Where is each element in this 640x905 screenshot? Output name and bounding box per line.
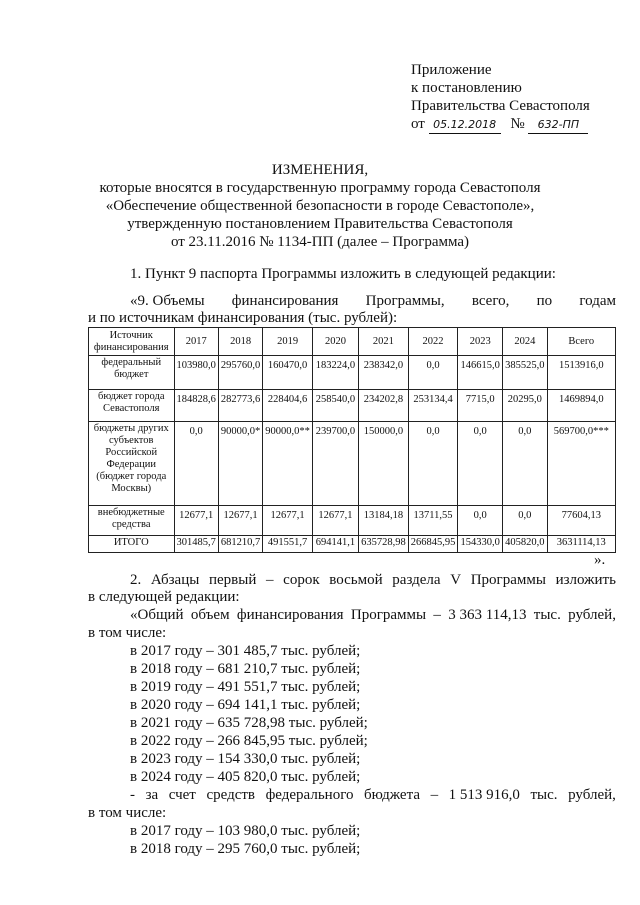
table-row	[89, 356, 616, 390]
i2-word: V	[450, 572, 462, 588]
table-cell: 7715,0	[458, 390, 503, 422]
header-cell: 2020	[312, 328, 358, 356]
appendix-date-line	[411, 116, 588, 134]
table-cell: 12677,1	[218, 506, 262, 536]
table-cell: 12677,1	[174, 506, 218, 536]
table-cell: 154330,0	[458, 536, 503, 553]
header-cell: 2018	[218, 328, 262, 356]
table-cell: 635728,98	[359, 536, 409, 553]
table-cell: 0,0	[174, 422, 218, 506]
table-cell: 13184,18	[359, 506, 409, 536]
i2-word: сорок	[283, 572, 320, 588]
table-row	[89, 422, 616, 506]
table-cell: 681210,7	[218, 536, 262, 553]
year-line: в 2017 году – 301 485,7 тыс. рублей;	[130, 643, 361, 659]
table-cell: 90000,0*	[218, 422, 262, 506]
table-cell: 295760,0	[218, 356, 262, 390]
header-cell: 2022	[408, 328, 458, 356]
quote-closing: ».	[594, 552, 606, 568]
title-line-2: «Обеспечение общественной безопасности в городе Севастополе»,	[105, 198, 535, 214]
year-line: в 2023 году – 154 330,0 тыс. рублей;	[130, 751, 361, 767]
table-cell: 282773,6	[218, 390, 262, 422]
table-cell: 258540,0	[312, 390, 358, 422]
year-line: в 2021 году – 635 728,98 тыс. рублей;	[130, 715, 368, 731]
header-cell: 2023	[458, 328, 503, 356]
table-cell: 238342,0	[359, 356, 409, 390]
table-cell: 239700,0	[312, 422, 358, 506]
financing-table	[88, 327, 616, 553]
total-word: рублей,	[568, 607, 616, 623]
year-line: в 2019 году – 491 551,7 тыс. рублей;	[130, 679, 361, 695]
item1-text: 1. Пункт 9 паспорта Программы изложить в следующей редакции:	[130, 266, 556, 282]
federal-line	[130, 787, 616, 804]
table-cell: 103980,0	[174, 356, 218, 390]
q-word-5: годам	[579, 293, 616, 309]
appendix-line-3: Правительства Севастополя	[411, 98, 590, 114]
title-line-3: утвержденную постановлением Правительства Севастополя	[127, 216, 513, 232]
header-cell: 2017	[174, 328, 218, 356]
total-word: 3 363 114,13	[448, 607, 527, 623]
row-source: федеральный бюджет	[89, 356, 175, 390]
date-value: 05.12.2018	[429, 116, 501, 134]
fed-word: бюджета	[364, 787, 420, 803]
table-cell: 3631114,13	[547, 536, 615, 553]
table-cell: 146615,0	[458, 356, 503, 390]
federal-year-line: в 2017 году – 103 980,0 тыс. рублей;	[130, 823, 361, 839]
i2-word: –	[266, 572, 274, 588]
number-prefix: №	[510, 116, 525, 132]
fed-word: -	[130, 787, 135, 803]
header-cell: 2019	[263, 328, 313, 356]
total-line	[130, 607, 616, 624]
fed-word: за	[145, 787, 159, 803]
row-source: ИТОГО	[89, 536, 175, 553]
fed-word: федерального	[265, 787, 354, 803]
i2-word: первый	[208, 572, 257, 588]
header-cell: Всего	[547, 328, 615, 356]
q-word-3: всего,	[471, 293, 510, 309]
table-cell: 0,0	[458, 506, 503, 536]
table-cell: 183224,0	[312, 356, 358, 390]
table-cell: 385525,0	[503, 356, 547, 390]
fed-word: рублей,	[568, 787, 616, 803]
table-cell: 228404,6	[263, 390, 313, 422]
table-cell: 90000,0**	[263, 422, 313, 506]
table-cell: 234202,8	[359, 390, 409, 422]
appendix-line-2: к постановлению	[411, 80, 522, 96]
i2-word: изложить	[555, 572, 616, 588]
table-cell: 160470,0	[263, 356, 313, 390]
table-cell: 694141,1	[312, 536, 358, 553]
fed-word: средств	[206, 787, 255, 803]
table-cell: 405820,0	[503, 536, 547, 553]
total-word: финансирования	[236, 607, 344, 623]
total-word: Программы	[350, 607, 427, 623]
table-cell: 0,0	[503, 422, 547, 506]
table-cell: 0,0	[408, 422, 458, 506]
fed-word: тыс.	[530, 787, 558, 803]
table-cell: 0,0	[458, 422, 503, 506]
total-word: «Общий	[130, 607, 184, 623]
table-cell: 491551,7	[263, 536, 313, 553]
q-word-4: по	[536, 293, 553, 309]
total-word: объем	[190, 607, 230, 623]
table-cell: 1513916,0	[547, 356, 615, 390]
item1-quote-line-2: и по источникам финансирования (тыс. рублей):	[88, 310, 398, 326]
table-cell: 150000,0	[359, 422, 409, 506]
i2-word: Программы	[470, 572, 546, 588]
table-row	[89, 390, 616, 422]
table-row	[89, 506, 616, 536]
row-source: бюджет города Севастополя	[89, 390, 175, 422]
table-cell: 0,0	[503, 506, 547, 536]
federal-year-line: в 2018 году – 295 760,0 тыс. рублей;	[130, 841, 361, 857]
item2-line-1	[130, 572, 616, 589]
year-line: в 2018 году – 681 210,7 тыс. рублей;	[130, 661, 361, 677]
table-cell: 184828,6	[174, 390, 218, 422]
i2-word: 2.	[130, 572, 142, 588]
table-cell: 13711,55	[408, 506, 458, 536]
table-cell: 301485,7	[174, 536, 218, 553]
year-line: в 2024 году – 405 820,0 тыс. рублей;	[130, 769, 361, 785]
date-prefix: от	[411, 116, 425, 132]
table-cell: 12677,1	[263, 506, 313, 536]
i2-word: Абзацы	[150, 572, 200, 588]
q-word-2: Программы,	[365, 293, 445, 309]
fed-word: счет	[168, 787, 196, 803]
i2-word: раздела	[392, 572, 441, 588]
number-value: 632-ПП	[528, 116, 588, 134]
fed-word: –	[430, 787, 439, 803]
year-line: в 2022 году – 266 845,95 тыс. рублей;	[130, 733, 368, 749]
title-line-4: от 23.11.2016 № 1134-ПП (далее – Программа)	[170, 234, 470, 250]
header-cell: Источник финансирования	[89, 328, 175, 356]
total-in-total: в том числе:	[88, 625, 167, 641]
table-header-row	[89, 328, 616, 356]
q-word-0: «9. Объемы	[130, 293, 205, 309]
i2-word: восьмой	[329, 572, 383, 588]
year-line: в 2020 году – 694 141,1 тыс. рублей;	[130, 697, 361, 713]
table-total-row	[89, 536, 616, 553]
table-cell: 12677,1	[312, 506, 358, 536]
row-source: внебюджетные средства	[89, 506, 175, 536]
row-source: бюджеты других субъектов Российской Федерации (бюджет города Москвы)	[89, 422, 175, 506]
title-heading: ИЗМЕНЕНИЯ,	[271, 162, 369, 178]
total-word: тыс.	[533, 607, 561, 623]
q-word-1: финансирования	[231, 293, 339, 309]
item1-quote-line-1	[130, 293, 616, 310]
table-cell: 569700,0***	[547, 422, 615, 506]
table-cell: 0,0	[408, 356, 458, 390]
header-cell: 2024	[503, 328, 547, 356]
federal-in-total: в том числе:	[88, 805, 167, 821]
title-line-1: которые вносятся в государственную программу города Севастополя	[99, 180, 541, 196]
table-cell: 253134,4	[408, 390, 458, 422]
header-cell: 2021	[359, 328, 409, 356]
item2-line-2: в следующей редакции:	[88, 589, 240, 605]
appendix-line-1: Приложение	[411, 62, 492, 78]
table-cell: 1469894,0	[547, 390, 615, 422]
table-cell: 266845,95	[408, 536, 458, 553]
total-word: –	[433, 607, 441, 623]
table-cell: 20295,0	[503, 390, 547, 422]
fed-word: 1 513 916,0	[448, 787, 520, 803]
table-cell: 77604,13	[547, 506, 615, 536]
